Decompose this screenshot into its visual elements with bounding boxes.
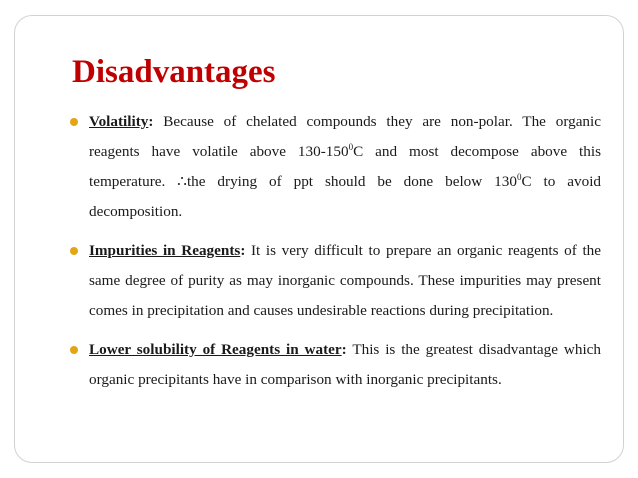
bullet-item-solubility <box>70 335 601 395</box>
bullet-item-impurities <box>70 236 601 326</box>
bullet-term: Volatility <box>89 113 149 130</box>
bullet-list <box>70 107 601 404</box>
therefore-symbol: ∴ <box>177 173 187 190</box>
bullet-text: the drying of ppt should be done below 130 <box>186 173 517 190</box>
bullet-text: C and most decompose above this temperature. <box>89 143 602 190</box>
bullet-text: C to avoid decomposition. <box>89 173 602 220</box>
superscript: 0 <box>516 172 522 182</box>
term-colon: : <box>341 341 347 358</box>
superscript: 0 <box>348 142 354 152</box>
bullet-term: Impurities in Reagents <box>89 242 241 259</box>
term-colon: : <box>240 242 246 259</box>
bullet-icon <box>70 118 78 126</box>
bullet-icon <box>70 247 78 255</box>
slide-title: Disadvantages <box>72 54 276 90</box>
bullet-icon <box>70 346 78 354</box>
bullet-text: This is the greatest disadvantage which organic precipitants have in comparison with inorganic precipitants. <box>89 341 601 388</box>
bullet-item-volatility <box>70 107 601 227</box>
bullet-text: Because of chelated compounds they are non-polar. The organic reagents have volatile above 130-150 <box>89 113 601 160</box>
bullet-text: It is very difficult to prepare an organic reagents of the same degree of purity as may inorganic compounds. These impurities may present comes in precipitation and causes undesirable reactions during precipitation. <box>89 242 601 319</box>
bullet-term: Lower solubility of Reagents in water <box>89 341 342 358</box>
term-colon: : <box>148 113 154 130</box>
